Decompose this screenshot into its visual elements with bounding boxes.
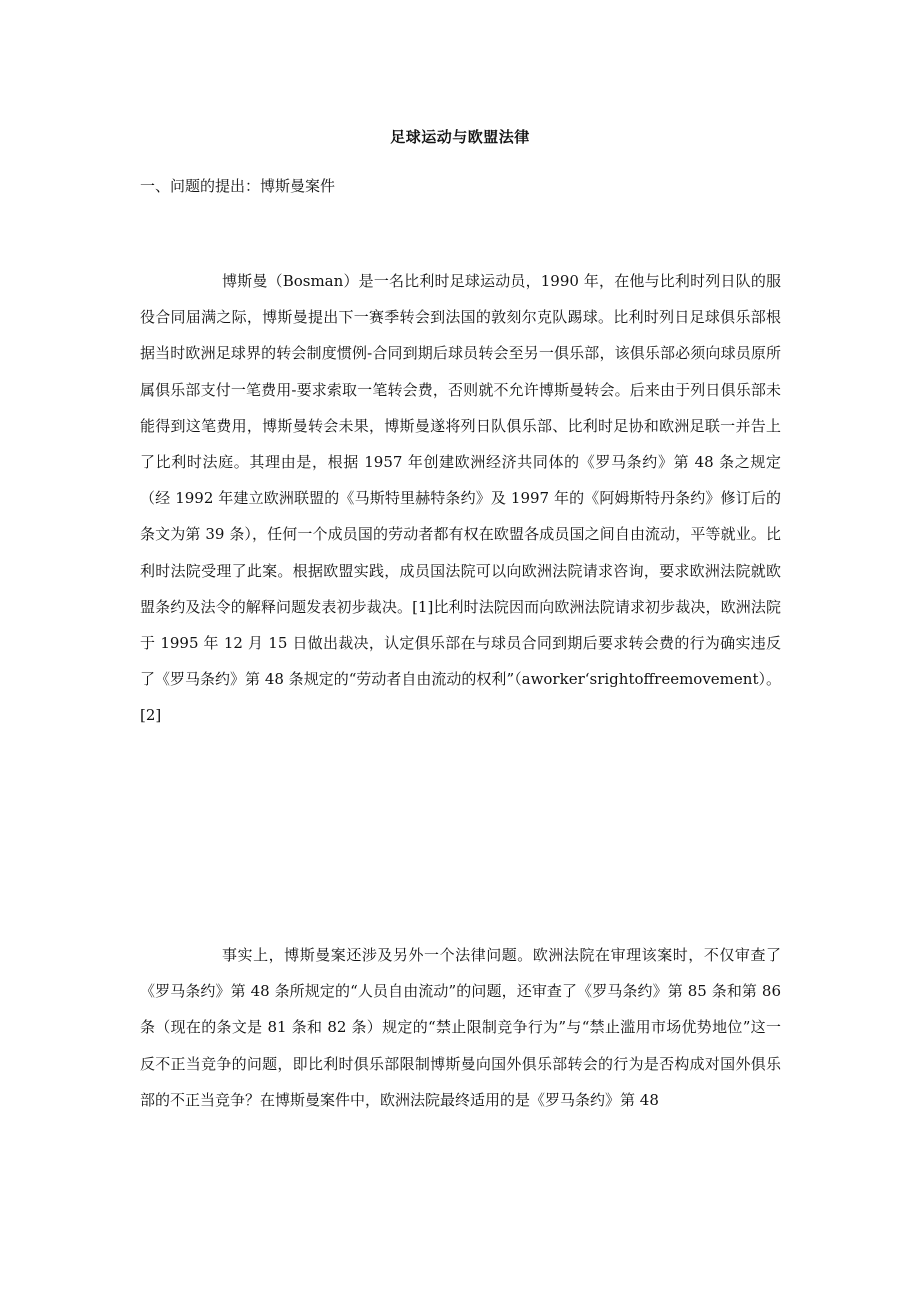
body-paragraph-2: 事实上，博斯曼案还涉及另外一个法律问题。欧洲法院在审理该案时，不仅审查了《罗马条约》第 48 条所规定的“人员自由流动”的问题，还审查了《罗马条约》第 85 条和第 86 条（现在的条文是 81 条和 82 条）规定的“禁止限制竞争行为”与“禁止滥用市场优势地位”这一反不正当竞争的问题，即比利时俱乐部限制博斯曼向国外俱乐部转会的行为是否构成对国外俱乐部的不正当竞争？在博斯曼案件中，欧洲法院最终适用的是《罗马条约》第 48: [140, 946, 781, 1109]
section-heading: 一、问题的提出：博斯曼案件: [140, 177, 336, 195]
body-paragraph-1: 博斯曼（Bosman）是一名比利时足球运动员，1990 年，在他与比利时列日队的服役合同届满之际，博斯曼提出下一赛季转会到法国的敦刻尔克队踢球。比利时列日足球俱乐部根据当时欧洲足球界的转会制度惯例-合同到期后球员转会至另一俱乐部，该俱乐部必须向球员原所属俱乐部支付一笔费用-要求索取一笔转会费，否则就不允许博斯曼转会。后来由于列日俱乐部未能得到这笔费用，博斯曼转会未果，博斯曼遂将列日队俱乐部、比利时足协和欧洲足联一并告上了比利时法庭。其理由是，根据 1957 年创建欧洲经济共同体的《罗马条约》第 48 条之规定（经 1992 年建立欧洲联盟的《马斯特里赫特条约》及 1997 年的《阿姆斯特丹条约》修订后的条文为第 39 条），任何一个成员国的劳动者都有权在欧盟各成员国之间自由流动，平等就业。比利时法院受理了此案。根据欧盟实践，成员国法院可以向欧洲法院请求咨询，要求欧洲法院就欧盟条约及法令的解释问题发表初步裁决。[1]比利时法院因而向欧洲法院请求初步裁决，欧洲法院于 1995 年 12 月 15 日做出裁决，认定俱乐部在与球员合同到期后要求转会费的行为确实违反了《罗马条约》第 48 条规定的“劳动者自由流动的权利”（aworker‘srightoffreemovement）。[2]: [140, 272, 781, 725]
document-title: 足球运动与欧盟法律: [390, 128, 530, 146]
